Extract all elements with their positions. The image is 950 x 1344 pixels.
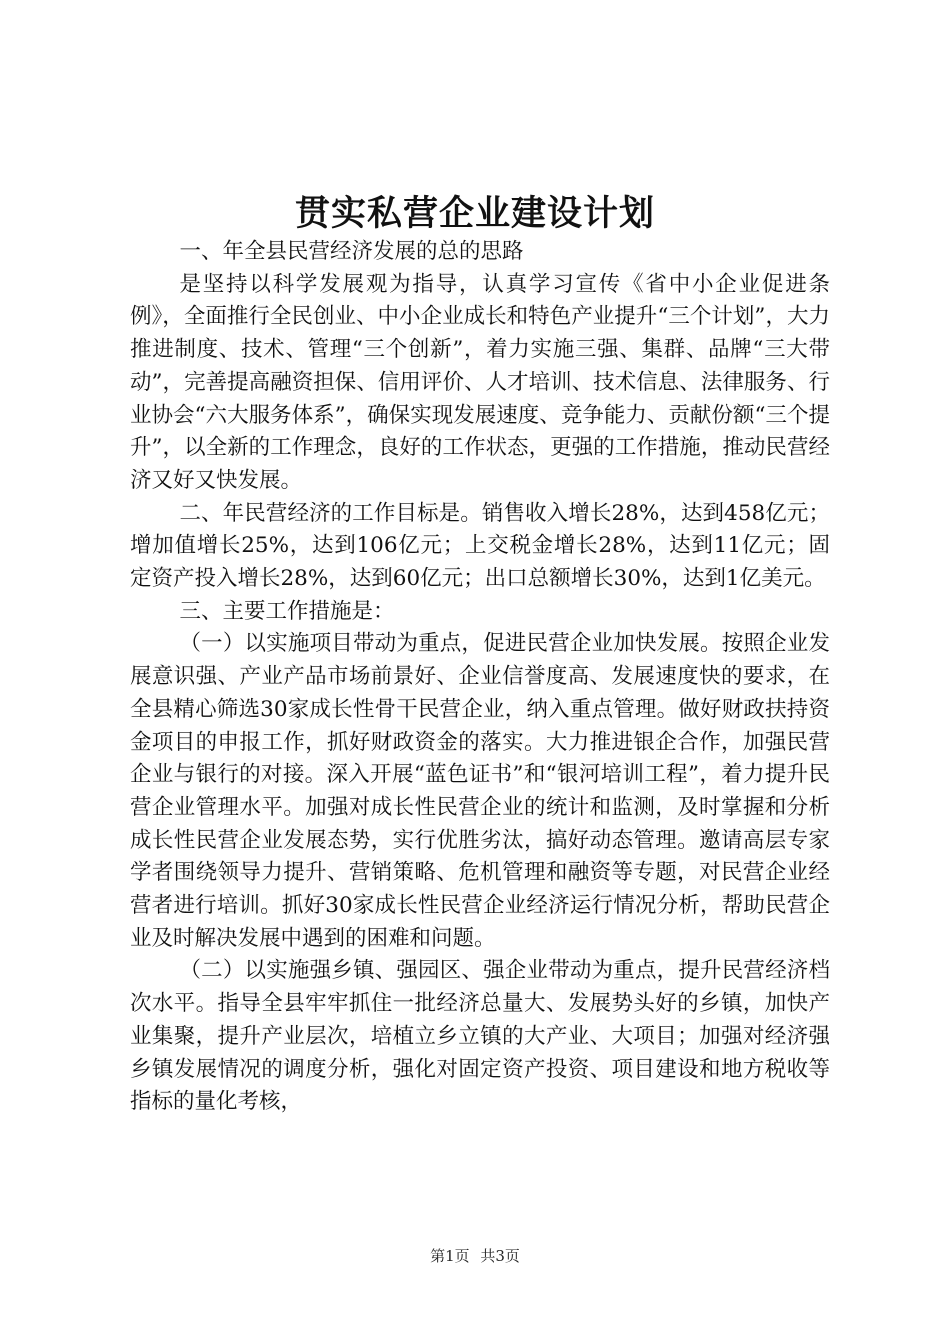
paragraph-measure-1: （一）以实施项目带动为重点，促进民营企业加快发展。按照企业发展意识强、产业产品市场前景好、企业信誉度高、发展速度快的要求，在全县精心筛选30家成长性骨干民营企业，纳入重点管理。做好财政扶持资金项目的申报工作，抓好财政资金的落实。大力推进银企合作，加强民营企业与银行的对接。深入开展“蓝色证书”和“银河培训工程”，着力提升民营企业管理水平。加强对成长性民营企业的统计和监测，及时掌握和分析成长性民营企业发展态势，实行优胜劣汰，搞好动态管理。邀请高层专家学者围绕领导力提升、营销策略、危机管理和融资等专题，对民营企业经营者进行培训。抓好30家成长性民营企业经济运行情况分析，帮助民营企业及时解决发展中遇到的困难和问题。 bbox=[130, 631, 830, 951]
paragraph-measure-2: （二）以实施强乡镇、强园区、强企业带动为重点，提升民营经济档次水平。指导全县牢牢抓住一批经济总量大、发展势头好的乡镇，加快产业集聚，提升产业层次，培植立乡立镇的大产业、大项目；加强对经济强乡镇发展情况的调度分析，强化对固定资产投资、项目建设和地方税收等指标的量化考核， bbox=[130, 958, 830, 1115]
section-heading-1: 一、年全县民营经济发展的总的思路 bbox=[179, 239, 524, 264]
paragraph-guiding-idea: 是坚持以科学发展观为指导，认真学习宣传《省中小企业促进条例》，全面推行全民创业、中小企业成长和特色产业提升“三个计划”，大力推进制度、技术、管理“三个创新”，着力实施三强、集群、品牌“三大带动”，完善提高融资担保、信用评价、人才培训、技术信息、法律服务、行业协会“六大服务体系”，确保实现发展速度、竞争能力、贡献份额“三个提升”，以全新的工作理念，良好的工作状态，更强的工作措施，推动民营经济又好又快发展。 bbox=[130, 271, 830, 493]
page-footer bbox=[0, 1245, 950, 1266]
section-heading-3: 三、主要工作措施是： bbox=[179, 598, 395, 624]
document-body bbox=[130, 236, 830, 1119]
paragraph-work-targets: 二、年民营经济的工作目标是。销售收入增长28%，达到458亿元；增加值增长25%，达到106亿元；上交税金增长28%，达到11亿元；固定资产投入增长28%，达到60亿元；出口总额增长30%，达到1亿美元。 bbox=[130, 500, 830, 592]
page-total: 共3页 bbox=[480, 1247, 520, 1265]
document-title: 贯实私营企业建设计划 bbox=[294, 193, 655, 234]
page-number: 第1页 bbox=[430, 1247, 470, 1265]
